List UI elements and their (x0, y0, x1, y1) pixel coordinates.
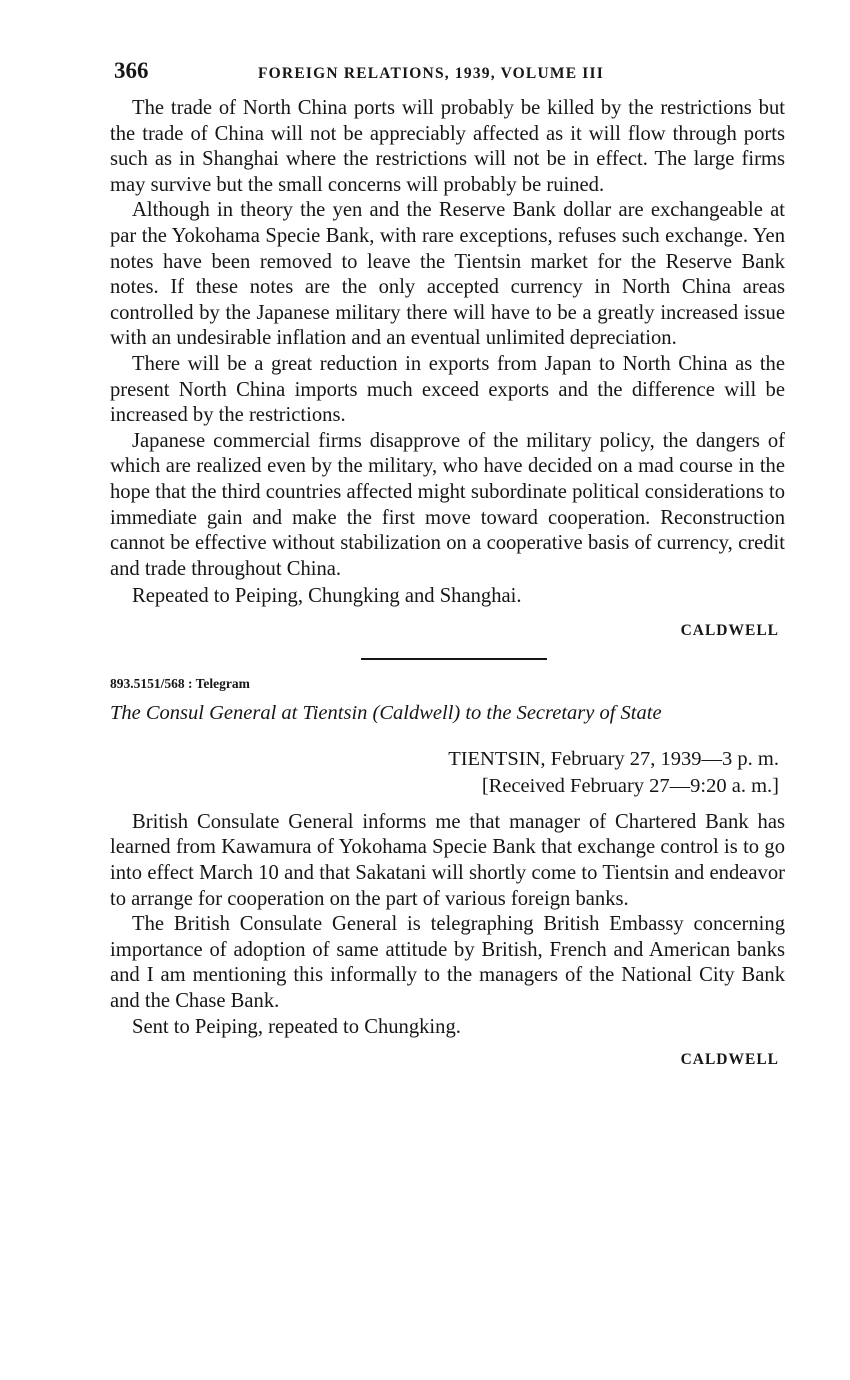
signature: CALDWELL (680, 1051, 779, 1069)
second-document (110, 676, 785, 1069)
page-number: 366 (114, 58, 149, 83)
document-title: The Consul General at Tientsin (Caldwell) to the Secretary of State (110, 701, 662, 724)
dateline-date: , February 27, 1939—3 p. m. (540, 747, 779, 770)
paragraph: Sent to Peiping, repeated to Chungking. (132, 1015, 461, 1038)
second-document-body (110, 810, 785, 1040)
dateline-received: [Received February 27—9:20 a. m.] (481, 774, 779, 797)
paragraph: Although in theory the yen and the Reserve Bank dollar are exchangeable at par the Yokohama Specie Bank, with rare exceptions, refuses such exchange. Yen notes have been removed to leave the Tientsin market for the Reserve Bank notes. If these notes are the only accepted currency in North China areas controlled by the Japanese military there will have to be a greatly increased issue with an undesirable inflation and an eventual unlimited depreciation. (110, 199, 785, 350)
document-page (110, 58, 785, 1069)
section-divider (361, 658, 547, 660)
dateline (110, 746, 785, 800)
running-head-title: FOREIGN RELATIONS, 1939, VOLUME III (258, 65, 604, 82)
first-document-body (110, 96, 785, 640)
paragraph: British Consulate General informs me that manager of Chartered Bank has learned from Kawamura of Yokohama Specie Bank that exchange control is to go into effect March 10 and that Sakatani will shortly come to Tientsin and endeavor to arrange for cooperation on the part of various foreign banks. (110, 810, 785, 910)
paragraph: There will be a great reduction in exports from Japan to North China as the present North China imports much exceed exports and the difference will be increased by the restrictions. (110, 352, 785, 427)
repeated-to-line: Repeated to Peiping, Chungking and Shanghai. (132, 585, 522, 608)
signature: CALDWELL (680, 621, 779, 639)
dateline-sent (110, 746, 779, 773)
file-number: 893.5151/568 : Telegram (110, 675, 250, 691)
paragraph: The British Consulate General is telegraphing British Embassy concerning importance of adoption of same attitude by British, French and American banks and I am mentioning this informally to the managers of the National City Bank and the Chase Bank. (110, 913, 785, 1013)
paragraph: Japanese commercial firms disapprove of the military policy, the dangers of which are realized even by the military, who have decided on a mad course in the hope that the third countries affected might subordinate political considerations to immediate gain and make the first move toward cooperation. Reconstruction cannot be effective without stabilization on a cooperative basis of currency, credit and trade throughout China. (110, 429, 785, 580)
paragraph: The trade of North China ports will probably be killed by the restrictions but the trade of China will not be appreciably affected as it will flow through ports such as in Shanghai where the restrictions will not be in effect. The large firms may survive but the small concerns will probably be ruined. (110, 97, 785, 196)
running-head (110, 58, 785, 96)
dateline-place: TIENTSIN (448, 747, 541, 770)
